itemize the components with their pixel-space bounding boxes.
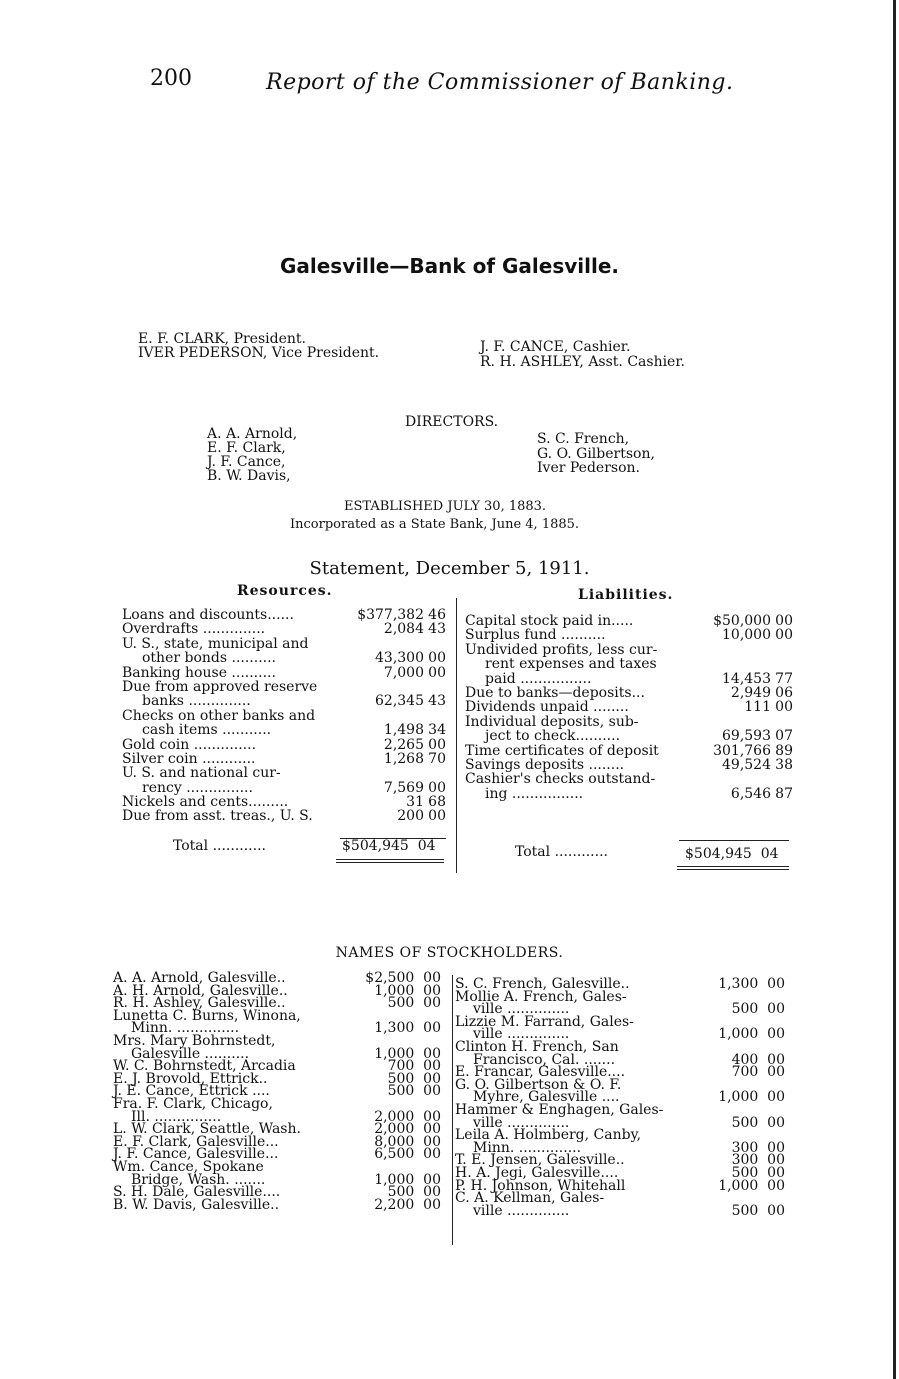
liabilities-row (465, 686, 795, 700)
liabilities-row (465, 700, 795, 714)
stockholder-amount: 500 00 (731, 1202, 785, 1219)
resources-total-double-rule (336, 859, 444, 863)
director-name: E. F. Clark, (207, 440, 286, 456)
incorporated-line: Incorporated as a State Bank, June 4, 1885. (290, 517, 580, 532)
liabilities-total-value (685, 847, 779, 861)
director-name: Iver Pederson. (537, 460, 640, 476)
resources-cents: 00 (428, 650, 446, 667)
stockholder-name: Minn. .............. (473, 1139, 582, 1156)
page-edge-line (893, 0, 896, 1379)
officer-cashier: J. F. CANCE, Cashier. (480, 339, 631, 355)
stockholder-amount: 8,000 00 (374, 1133, 441, 1150)
liabilities-label: Capital stock paid in..... (465, 613, 634, 629)
liabilities-row (465, 744, 795, 758)
resources-row (122, 781, 452, 795)
resources-label: banks .............. (142, 693, 251, 710)
liabilities-row (465, 672, 795, 686)
liabilities-row (465, 715, 795, 729)
stockholder-name: R. H. Ashley, Galesville.. (113, 995, 286, 1012)
liabilities-dollars: 49,524 (722, 756, 771, 773)
stockholder-name: G. O. Gilbertson & O. F. (455, 1076, 622, 1093)
stockholder-name: Francisco, Cal. ....... (473, 1051, 616, 1068)
resources-dollars: 200 (397, 808, 424, 825)
resources-amount (384, 622, 446, 636)
resources-total-cents: 04 (417, 838, 436, 854)
stockholder-name: W. C. Bohrnstedt, Arcadia (113, 1058, 296, 1075)
stockholder-name: A. A. Arnold, Galesville.. (113, 970, 286, 986)
liabilities-row (465, 729, 795, 743)
liabilities-label: ject to check.......... (485, 728, 621, 745)
liabilities-cents: 00 (775, 699, 793, 716)
page-number: 200 (150, 66, 192, 91)
resources-row (122, 694, 452, 708)
stockholder-amount: 500 00 (731, 1114, 785, 1131)
resources-row (122, 738, 452, 752)
liabilities-cents: 77 (775, 670, 793, 687)
resources-dollars: 1,268 (383, 750, 424, 767)
resources-row (122, 666, 452, 680)
stockholder-name: H. A. Jegi, Galesville.... (455, 1164, 619, 1181)
liabilities-label: Surplus fund .......... (465, 627, 606, 644)
resources-row (122, 795, 452, 809)
stockholder-name: Clinton H. French, San (455, 1038, 619, 1055)
director-name: A. A. Arnold, (207, 426, 298, 442)
stockholder-amount: 500 00 (731, 1001, 785, 1018)
liabilities-amount (722, 628, 793, 642)
liabilities-total-dollars: $504,945 (685, 846, 752, 862)
stockholder-amount: 1,300 00 (374, 1020, 441, 1037)
resources-amount (384, 781, 446, 795)
liabilities-label: paid ................ (485, 670, 592, 687)
stockholder-name: Bridge, Wash. ....... (131, 1171, 266, 1188)
column-divider (456, 598, 457, 873)
stockholder-name: T. E. Jensen, Galesville.. (455, 1152, 625, 1169)
resources-total-value (342, 839, 436, 853)
stockholder-name: Ill. ............... (131, 1108, 222, 1125)
statement-title: Statement, December 5, 1911. (309, 558, 590, 579)
liabilities-row (465, 614, 795, 628)
stockholder-amount: 1,000 00 (374, 1171, 441, 1188)
resources-amount (406, 795, 446, 809)
liabilities-dollars: 2,949 (730, 684, 771, 701)
stockholder-amount: $2,500 00 (365, 970, 441, 986)
liabilities-dollars: 69,593 (722, 728, 771, 745)
resources-label: Overdrafts .............. (122, 621, 266, 638)
resources-heading: Resources. (237, 583, 333, 599)
liabilities-cents: 06 (775, 684, 793, 701)
stockholder-name: Leila A. Holmberg, Canby, (455, 1127, 642, 1144)
resources-row (122, 752, 452, 766)
stockholder-amount: 2,000 00 (374, 1121, 441, 1138)
liabilities-cents: 00 (775, 613, 793, 629)
resources-row (122, 608, 452, 622)
resources-cents: 00 (428, 808, 446, 825)
stockholder-amount: 700 00 (387, 1058, 441, 1075)
stockholder-amount: 400 00 (731, 1051, 785, 1068)
stockholder-name: Lunetta C. Burns, Winona, (113, 1007, 301, 1024)
liabilities-table (465, 614, 795, 801)
resources-row (122, 723, 452, 737)
stockholder-name: Myhre, Galesville .... (473, 1089, 620, 1106)
stockholder-amount: 2,200 00 (374, 1196, 441, 1213)
resources-total-dollars: $504,945 (342, 838, 409, 854)
stockholder-amount: 500 00 (387, 1070, 441, 1087)
resources-cents: 43 (428, 693, 446, 710)
resources-row (122, 651, 452, 665)
stockholder-name: S. C. French, Galesville.. (455, 976, 630, 992)
stockholder-name: Galesville .......... (131, 1045, 250, 1062)
liabilities-cents: 89 (775, 742, 793, 759)
liabilities-cents: 38 (775, 756, 793, 773)
resources-cents: 43 (428, 621, 446, 638)
resources-label: Due from approved reserve (122, 678, 318, 695)
liabilities-amount (722, 758, 793, 772)
resources-total-label: Total ............ (173, 838, 266, 854)
stockholder-name: L. W. Clark, Seattle, Wash. (113, 1121, 301, 1138)
resources-row (122, 766, 452, 780)
stockholder-name: Mollie A. French, Gales- (455, 988, 627, 1005)
running-title: Report of the Commissioner of Banking. (266, 70, 734, 95)
resources-amount (384, 666, 446, 680)
stockholder-name: Mrs. Mary Bohrnstedt, (113, 1032, 276, 1049)
liabilities-dollars: 10,000 (722, 627, 771, 644)
resources-row (122, 637, 452, 651)
liabilities-cents: 00 (775, 627, 793, 644)
liabilities-amount (731, 686, 793, 700)
resources-amount (397, 809, 446, 823)
stockholder-name: S. H. Dale, Galesville.... (113, 1184, 281, 1201)
liabilities-label: Individual deposits, sub- (465, 713, 639, 730)
officer-vice-president: IVER PEDERSON, Vice President. (138, 345, 380, 361)
resources-label: U. S., state, municipal and (122, 635, 309, 652)
stockholder-amount: 300 00 (731, 1152, 785, 1169)
resources-label: rency ............... (142, 779, 253, 796)
liabilities-row (465, 787, 795, 801)
liabilities-amount (722, 729, 793, 743)
stockholders-divider (452, 975, 453, 1245)
liabilities-label: Dividends unpaid ........ (465, 699, 629, 716)
stockholders-right-list (455, 978, 785, 1217)
stockholder-name: Minn. .............. (131, 1020, 240, 1037)
stockholder-amount: 1,000 00 (718, 1026, 785, 1043)
stockholder-amount: 6,500 00 (374, 1146, 441, 1163)
resources-cents: 34 (428, 722, 446, 739)
resources-dollars: $377,382 (357, 607, 424, 623)
stockholder-amount: 500 00 (387, 995, 441, 1012)
officer-president: E. F. CLARK, President. (138, 331, 306, 347)
stockholder-name: Wm. Cance, Spokane (113, 1158, 264, 1175)
stockholder-name: Lizzie M. Farrand, Gales- (455, 1013, 634, 1030)
liabilities-label: rent expenses and taxes (485, 656, 657, 673)
stockholder-amount: 700 00 (731, 1064, 785, 1081)
resources-dollars: 2,265 (383, 736, 424, 753)
stockholder-name: Fra. F. Clark, Chicago, (113, 1095, 273, 1112)
director-name: B. W. Davis, (207, 468, 291, 484)
bank-title: Galesville—Bank of Galesville. (279, 254, 620, 278)
liabilities-label: Due to banks—deposits... (465, 684, 645, 701)
stockholders-left-list (113, 972, 445, 1211)
stockholder-row (455, 1202, 785, 1219)
stockholder-name: ville .............. (473, 1202, 570, 1219)
resources-cents: 00 (428, 664, 446, 681)
directors-right (537, 432, 655, 476)
stockholder-amount: 300 00 (731, 1139, 785, 1156)
stockholder-amount: 1,300 00 (718, 976, 785, 992)
stockholder-name: C. A. Kellman, Gales- (455, 1190, 605, 1207)
director-name: J. F. Cance, (207, 454, 286, 470)
stockholder-name: P. H. Johnson, Whitehall (455, 1177, 626, 1194)
director-name: G. O. Gilbertson, (537, 445, 655, 462)
liabilities-label: Undivided profits, less cur- (465, 641, 658, 658)
resources-row (122, 622, 452, 636)
liabilities-cents: 07 (775, 728, 793, 745)
resources-label: U. S. and national cur- (122, 765, 281, 782)
resources-cents: 00 (428, 736, 446, 753)
resources-dollars: 1,498 (383, 722, 424, 739)
liabilities-dollars: $50,000 (713, 613, 771, 629)
liabilities-dollars: 111 (744, 699, 771, 716)
stockholder-amount: 500 00 (387, 1184, 441, 1201)
directors-heading: DIRECTORS. (405, 414, 499, 430)
resources-dollars: 43,300 (375, 650, 424, 667)
resources-amount (357, 608, 446, 622)
stockholder-amount: 1,000 00 (374, 982, 441, 999)
directors-left (207, 427, 297, 483)
liabilities-dollars: 6,546 (730, 785, 771, 802)
established-line: ESTABLISHED JULY 30, 1883. (344, 499, 547, 514)
liabilities-amount (713, 614, 793, 628)
liabilities-label: Savings deposits ........ (465, 756, 625, 773)
stockholder-amount: 1,000 00 (718, 1177, 785, 1194)
liabilities-row (465, 628, 795, 642)
resources-dollars: 7,569 (383, 779, 424, 796)
resources-label: other bonds .......... (142, 650, 277, 667)
resources-dollars: 7,000 (383, 664, 424, 681)
resources-table (122, 608, 452, 824)
stockholder-name: ville .............. (473, 1001, 570, 1018)
resources-row (122, 809, 452, 823)
resources-label: Due from asst. treas., U. S. (122, 808, 313, 825)
stockholder-name: J. E. Cance, Ettrick .... (113, 1083, 270, 1100)
liabilities-amount (744, 700, 793, 714)
stockholder-amount: 500 00 (387, 1083, 441, 1100)
stockholders-heading: NAMES OF STOCKHOLDERS. (335, 945, 564, 961)
stockholder-name: A. H. Arnold, Galesville.. (113, 982, 288, 999)
resources-amount (375, 694, 446, 708)
resources-row (122, 709, 452, 723)
resources-label: Silver coin ............ (122, 750, 256, 767)
liabilities-total-label: Total ............ (515, 844, 608, 860)
resources-dollars: 31 (406, 794, 424, 811)
resources-label: Checks on other banks and (122, 707, 316, 724)
resources-amount (384, 752, 446, 766)
liabilities-label: Cashier's checks outstand- (465, 771, 656, 788)
liabilities-cents: 87 (775, 785, 793, 802)
resources-cents: 00 (428, 779, 446, 796)
stockholder-name: Hammer & Enghagen, Gales- (455, 1101, 664, 1118)
resources-row (122, 680, 452, 694)
resources-label: Gold coin .............. (122, 736, 257, 753)
resources-amount (375, 651, 446, 665)
resources-label: Banking house .......... (122, 664, 276, 681)
stockholder-name: B. W. Davis, Galesville.. (113, 1196, 280, 1213)
resources-label: Loans and discounts...... (122, 607, 294, 623)
director-name: S. C. French, (537, 431, 630, 447)
resources-amount (384, 738, 446, 752)
liabilities-row (465, 772, 795, 786)
liabilities-amount (713, 744, 793, 758)
resources-cents: 46 (428, 607, 446, 623)
liabilities-label: ing ................ (485, 785, 584, 802)
stockholder-amount: 1,000 00 (718, 1089, 785, 1106)
resources-dollars: 62,345 (375, 693, 424, 710)
resources-amount (384, 723, 446, 737)
stockholder-name: E. Francar, Galesville.... (455, 1064, 626, 1081)
liabilities-amount (731, 787, 793, 801)
liabilities-dollars: 14,453 (722, 670, 771, 687)
stockholder-amount: 500 00 (731, 1164, 785, 1181)
liabilities-total-cents: 04 (760, 846, 779, 862)
stockholder-amount: 2,000 00 (374, 1108, 441, 1125)
liabilities-dollars: 301,766 (713, 742, 771, 759)
stockholder-amount: 1,000 00 (374, 1045, 441, 1062)
liabilities-row (465, 643, 795, 657)
stockholder-name: ville .............. (473, 1026, 570, 1043)
liabilities-label: Time certificates of deposit (465, 742, 659, 759)
stockholder-name: J. F. Cance, Galesville... (113, 1146, 279, 1163)
resources-label: cash items ........... (142, 722, 272, 739)
liabilities-heading: Liabilities. (578, 587, 674, 603)
liabilities-row (465, 758, 795, 772)
resources-cents: 70 (428, 750, 446, 767)
liabilities-total-double-rule (677, 866, 789, 870)
officer-asst-cashier: R. H. ASHLEY, Asst. Cashier. (480, 354, 685, 370)
stockholder-name: ville .............. (473, 1114, 570, 1131)
stockholder-row (113, 1196, 445, 1213)
stockholder-name: E. J. Brovold, Ettrick.. (113, 1070, 268, 1087)
resources-label: Nickels and cents......... (122, 794, 289, 811)
resources-cents: 68 (428, 794, 446, 811)
liabilities-row (465, 657, 795, 671)
resources-dollars: 2,084 (383, 621, 424, 638)
liabilities-amount (722, 672, 793, 686)
liabilities-sum-rule (679, 840, 789, 841)
stockholder-name: E. F. Clark, Galesville... (113, 1133, 279, 1150)
